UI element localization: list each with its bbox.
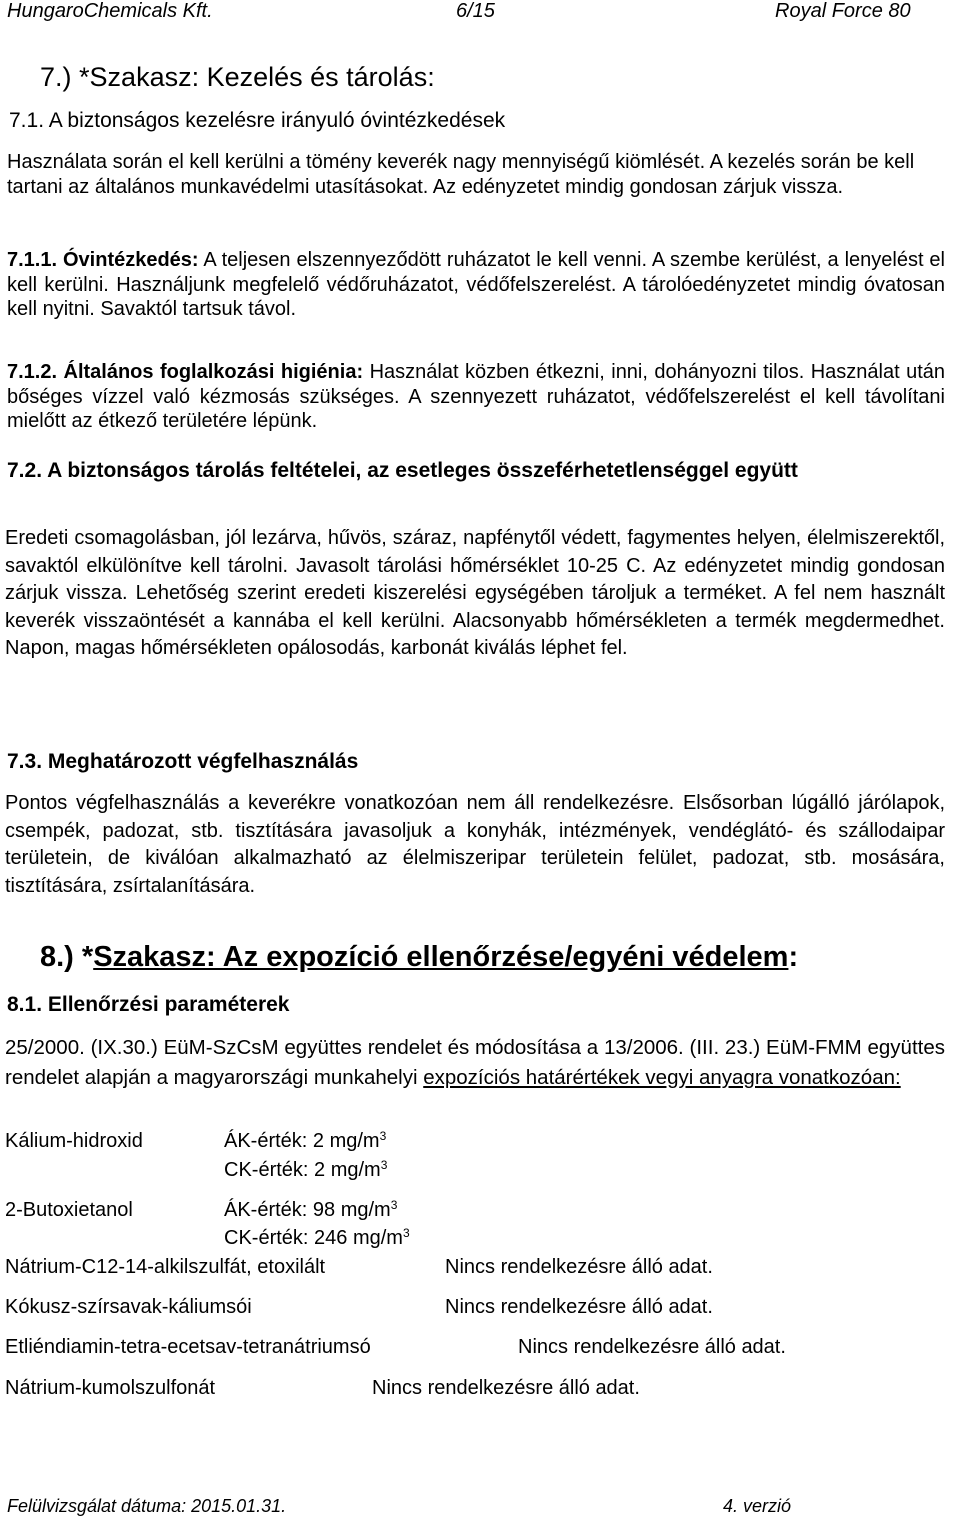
section-8-title [40, 941, 798, 974]
section-8-number: 8.) [40, 941, 74, 973]
section-8-star: * [81, 941, 94, 973]
substance-value-ck [224, 1159, 387, 1182]
substance-value-text: ÁK-érték: 2 mg/m [224, 1130, 380, 1152]
substance-name: Kókusz-szírsavak-káliumsói [5, 1296, 252, 1318]
substance-value-ck [224, 1227, 410, 1250]
section-7-1-text: Használata során el kell kerülni a tömény keverék nagy mennyiségű kiömlését. A kezelés során be kell tartani az általános munkavédelmi utasításokat. Az edényzetet mindig gondosan zárjuk vissza. [7, 151, 915, 198]
section-7-1-1-label: Óvintézkedés: [62, 249, 199, 271]
section-8-1-title: 8.1. Ellenőrzési paraméterek [7, 993, 290, 1016]
section-7-2-number: 7.2. [7, 459, 43, 482]
section-8-1-text-underlined: expozíciós határértékek vegyi anyagra vonatkozóan: [423, 1066, 901, 1089]
substance-name: 2-Butoxietanol [5, 1199, 133, 1221]
superscript-3: 3 [402, 1226, 410, 1240]
section-7-2-text: Eredeti csomagolásban, jól lezárva, hűvös, száraz, napfénytől védett, fagymentes helyen, élelmiszerektől, savaktól elkülönítve kell tárolni. Javasolt tárolási hőmérséklet 10-25 C. Az edényzetet mindig gondosan zárjuk vissza. Lehetőség szerint eredeti kiszerelési egységében tároljuk a terméket. A fel nem használt keverék visszaöntését a kannába el kell kerülni. Alacsonyabb hőmérsékleten a termék megdermedhet. Napon, magas hőmérsékleten opálosodás, karbonát kiválás léphet fel. [5, 527, 945, 659]
superscript-3: 3 [379, 1129, 387, 1143]
section-8-1-text [5, 1033, 945, 1093]
substance-name: Nátrium-kumolszulfonát [5, 1377, 216, 1399]
substance-value: Nincs rendelkezésre álló adat. [445, 1256, 713, 1278]
section-8-colon: : [788, 941, 799, 973]
section-7-3-text: Pontos végfelhasználás a keverékre vonatkozóan nem áll rendelkezésre. Elsősorban lúgálló járólapok, csempék, padozat, stb. tisztítására javasoljuk a konyhák, intézmények, vendéglátó- és szállodaipar területein, de kiválóan alkalmazható az élelmiszeripar területein felület, padozat, stb. mosására, tisztítására, zsírtalanítására. [5, 792, 945, 897]
section-7-3-title: 7.3. Meghatározott végfelhasználás [7, 750, 359, 773]
substance-name: Etliéndiamin-tetra-ecetsav-tetranátriumsó [5, 1336, 371, 1358]
section-7-2-heading: A biztonságos tárolás feltételei, az esetleges összeférhetetlenséggel együtt [47, 459, 798, 482]
section-7-1-title: 7.1. A biztonságos kezelésre irányuló óvintézkedések [9, 109, 506, 132]
header-product: Royal Force 80 [775, 0, 911, 22]
substance-value: Nincs rendelkezésre álló adat. [372, 1377, 640, 1399]
substance-value-ak [224, 1199, 397, 1222]
substance-value-text: ÁK-érték: 98 mg/m [224, 1199, 391, 1221]
header-page-number: 6/15 [456, 0, 495, 22]
page-header [0, 0, 960, 24]
section-7-1-2-text: Használat közben étkezni, inni, dohányozni tilos. Használat után bőséges vízzel való kézmosás szükséges. A szennyezett ruházatot, védőfelszerelést el kell távolítani mielőtt az étkező területére lépünk. [7, 361, 945, 432]
section-8-1-text-plain: 25/2000. (IX.30.) EüM-SzCsM együttes rendelet és módosítása a 13/2006. (III. 23.) EüM-FMM együttes rendelet alapján a magyarországi munkahelyi [5, 1036, 945, 1089]
substance-value: Nincs rendelkezésre álló adat. [445, 1296, 713, 1318]
footer-version: 4. verzió [723, 1496, 792, 1516]
section-7-1-1-paragraph [7, 248, 945, 322]
footer-review-date: Felülvizsgálat dátuma: 2015.01.31. [7, 1496, 287, 1516]
section-7-1-2-paragraph [7, 360, 945, 434]
section-7-heading: *Szakasz: Kezelés és tárolás [79, 62, 428, 92]
section-7-2-title [7, 458, 945, 484]
section-7-1-2-label: Általános foglalkozási higiénia: [63, 361, 364, 383]
section-7-number: 7.) [40, 62, 72, 92]
section-7-colon: : [427, 62, 435, 92]
substance-value-text: CK-érték: 246 mg/m [224, 1227, 403, 1249]
substance-value-ak [224, 1130, 386, 1153]
substance-name: Nátrium-C12-14-alkilszulfát, etoxilált [5, 1256, 326, 1278]
section-7-1-1-number: 7.1.1. [7, 249, 58, 271]
substance-name: Kálium-hidroxid [5, 1130, 143, 1152]
header-company: HungaroChemicals Kft. [7, 0, 213, 22]
superscript-3: 3 [380, 1158, 388, 1172]
section-7-1-1-text: A teljesen elszennyeződött ruházatot le kell venni. A szembe kerülést, a lenyelést el kell kerülni. Használjunk megfelelő védőruházatot, védőfelszerelést. A tárolóedényzetet mindig óvatosan kell nyitni. Savaktól tartsuk távol. [7, 249, 945, 320]
substance-value: Nincs rendelkezésre álló adat. [518, 1336, 786, 1358]
section-7-title [40, 62, 435, 93]
section-7-1-2-number: 7.1.2. [7, 361, 58, 383]
superscript-3: 3 [390, 1198, 398, 1212]
substance-value-text: CK-érték: 2 mg/m [224, 1159, 381, 1181]
section-8-heading: Szakasz: Az expozíció ellenőrzése/egyéni védelem [93, 941, 789, 973]
